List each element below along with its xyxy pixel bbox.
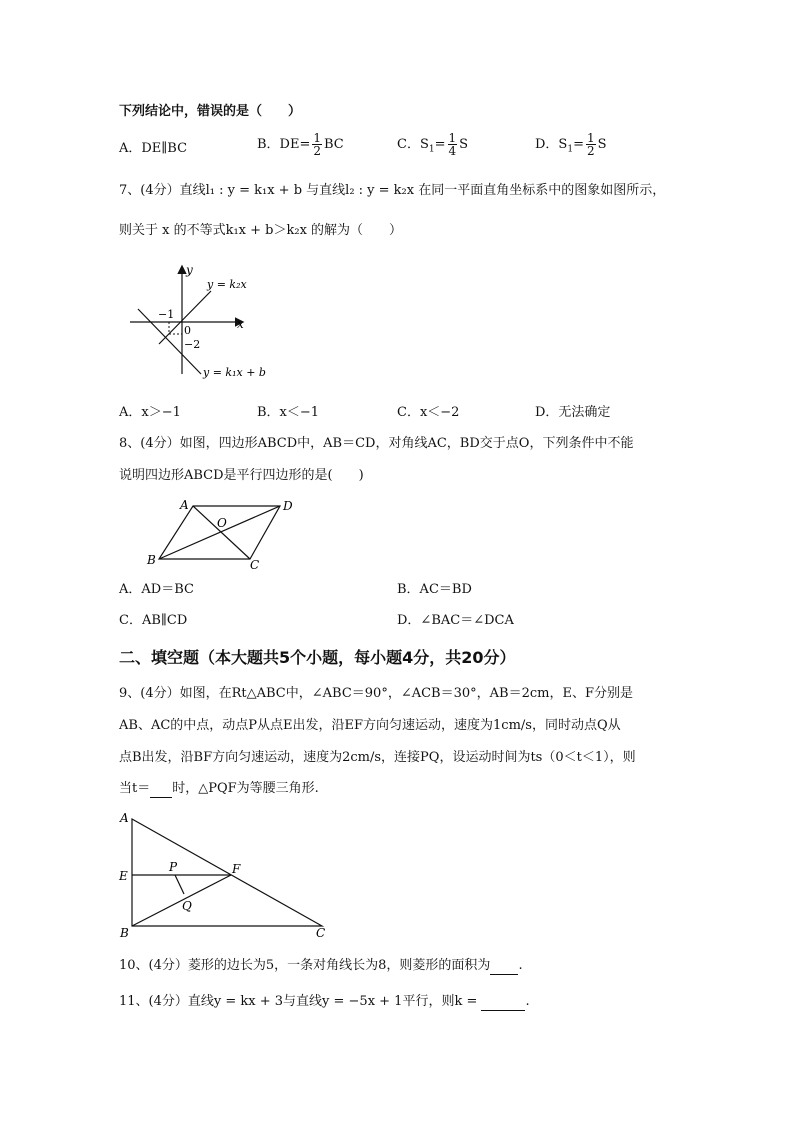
q6-option-b-fraction: $\frac{1}{2}$ xyxy=(313,131,321,158)
section-2-heading: 二、填空题（本大题共5个小题，每小题4分，共20分） xyxy=(119,648,516,667)
triangle-abc xyxy=(132,819,322,926)
q7-option-b: B．x＜−1 xyxy=(257,405,320,420)
q9-stem-line1: 9、(4分）如图，在Rt△ABC中，∠ABC＝90°，∠ACB＝30°，AB＝2cm，E、F分别是 xyxy=(119,686,633,701)
q11-stem: 11、(4分）直线y = kx + 3与直线y = −5x + 1平行，则k = . xyxy=(119,994,530,1009)
q9-stem-line3: 点B出发，沿BF方向匀速运动，速度为2cm/s，连接PQ，设运动时间为ts（0＜t＜1），则 xyxy=(119,750,636,765)
q8-option-b: B．AC＝BD xyxy=(397,582,472,597)
y-axis-label: y xyxy=(186,263,193,277)
q8-stem-line2: 说明四边形ABCD是平行四边形的是( ) xyxy=(119,468,364,483)
q8-stem-line1: 8、(4分）如图，四边形ABCD中，AB＝CD，对角线AC，BD交于点O，下列条件中不能 xyxy=(119,436,634,451)
q6-option-a: A．DE∥BC xyxy=(119,141,188,156)
q7-figure xyxy=(125,262,285,387)
vertex-a-label: A xyxy=(180,498,189,512)
q7-option-d: D．无法确定 xyxy=(535,405,611,420)
q7-stem-line1: 7、(4分）直线l₁ : y = k₁x + b 与直线l₂ : y = k₂x 在同一平面直角坐标系中的图象如图所示， xyxy=(119,183,666,198)
q9-stem-line2: AB、AC的中点，动点P从点E出发，沿EF方向匀速运动，速度为1cm/s，同时动点Q从 xyxy=(119,718,621,733)
q9-figure xyxy=(117,811,332,941)
origin-label: 0 xyxy=(184,324,191,337)
q6-option-c: C．$S_1=$ $\frac{1}{4}$ S xyxy=(397,131,469,158)
point-q-label: Q xyxy=(182,899,192,913)
diagonal-bd xyxy=(159,506,280,559)
l1-label: y = k₁x + b xyxy=(203,366,266,379)
q6-option-d: D．$S_1=$ $\frac{1}{2}$ S xyxy=(535,131,607,158)
q8-option-c: C．AB∥CD xyxy=(119,613,188,628)
q7-stem-line2: 则关于 x 的不等式k₁x + b＞k₂x 的解为（ ） xyxy=(119,223,403,238)
vertex-c-label: C xyxy=(316,926,326,940)
l2-label: y = k₂x xyxy=(207,278,247,291)
q6-option-b: B．DE= $\frac{1}{2}$ BC xyxy=(257,131,344,158)
q9-stem-line4: 当t＝ 时，△PQF为等腰三角形. xyxy=(119,781,319,796)
vertex-a-label: A xyxy=(120,811,129,825)
q7-option-c: C．x＜−2 xyxy=(397,405,460,420)
q6-option-b-text: B．DE= xyxy=(257,137,311,152)
segment-pq xyxy=(175,875,184,894)
point-p-label: P xyxy=(169,860,178,874)
tick-minus1: −1 xyxy=(158,308,175,321)
q8-option-d: D．∠BAC＝∠DCA xyxy=(397,613,514,628)
point-o-label: O xyxy=(217,516,227,530)
q8-option-a: A．AD＝BC xyxy=(119,582,194,597)
vertex-b-label: B xyxy=(120,926,129,940)
x-axis-label: x xyxy=(237,317,244,331)
point-f-label: F xyxy=(232,862,241,876)
point-e-label: E xyxy=(119,869,128,883)
q10-answer-blank[interactable] xyxy=(490,958,518,975)
q8-figure xyxy=(143,496,303,571)
vertex-d-label: D xyxy=(283,499,293,513)
q7-option-a: A．x＞−1 xyxy=(119,405,181,420)
q6-option-d-fraction: $\frac{1}{2}$ xyxy=(586,131,595,158)
vertex-c-label: C xyxy=(250,558,260,571)
tick-minus2: −2 xyxy=(184,338,201,351)
q6-stem: 下列结论中，错误的是（ ） xyxy=(119,104,302,119)
q10-stem: 10、(4分）菱形的边长为5，一条对角线长为8，则菱形的面积为 . xyxy=(119,958,523,973)
q9-answer-blank[interactable] xyxy=(150,781,172,798)
diagonal-ac xyxy=(193,506,250,559)
vertex-b-label: B xyxy=(147,553,156,567)
q11-answer-blank[interactable] xyxy=(481,994,525,1011)
q6-option-c-fraction: $\frac{1}{4}$ xyxy=(448,131,457,158)
